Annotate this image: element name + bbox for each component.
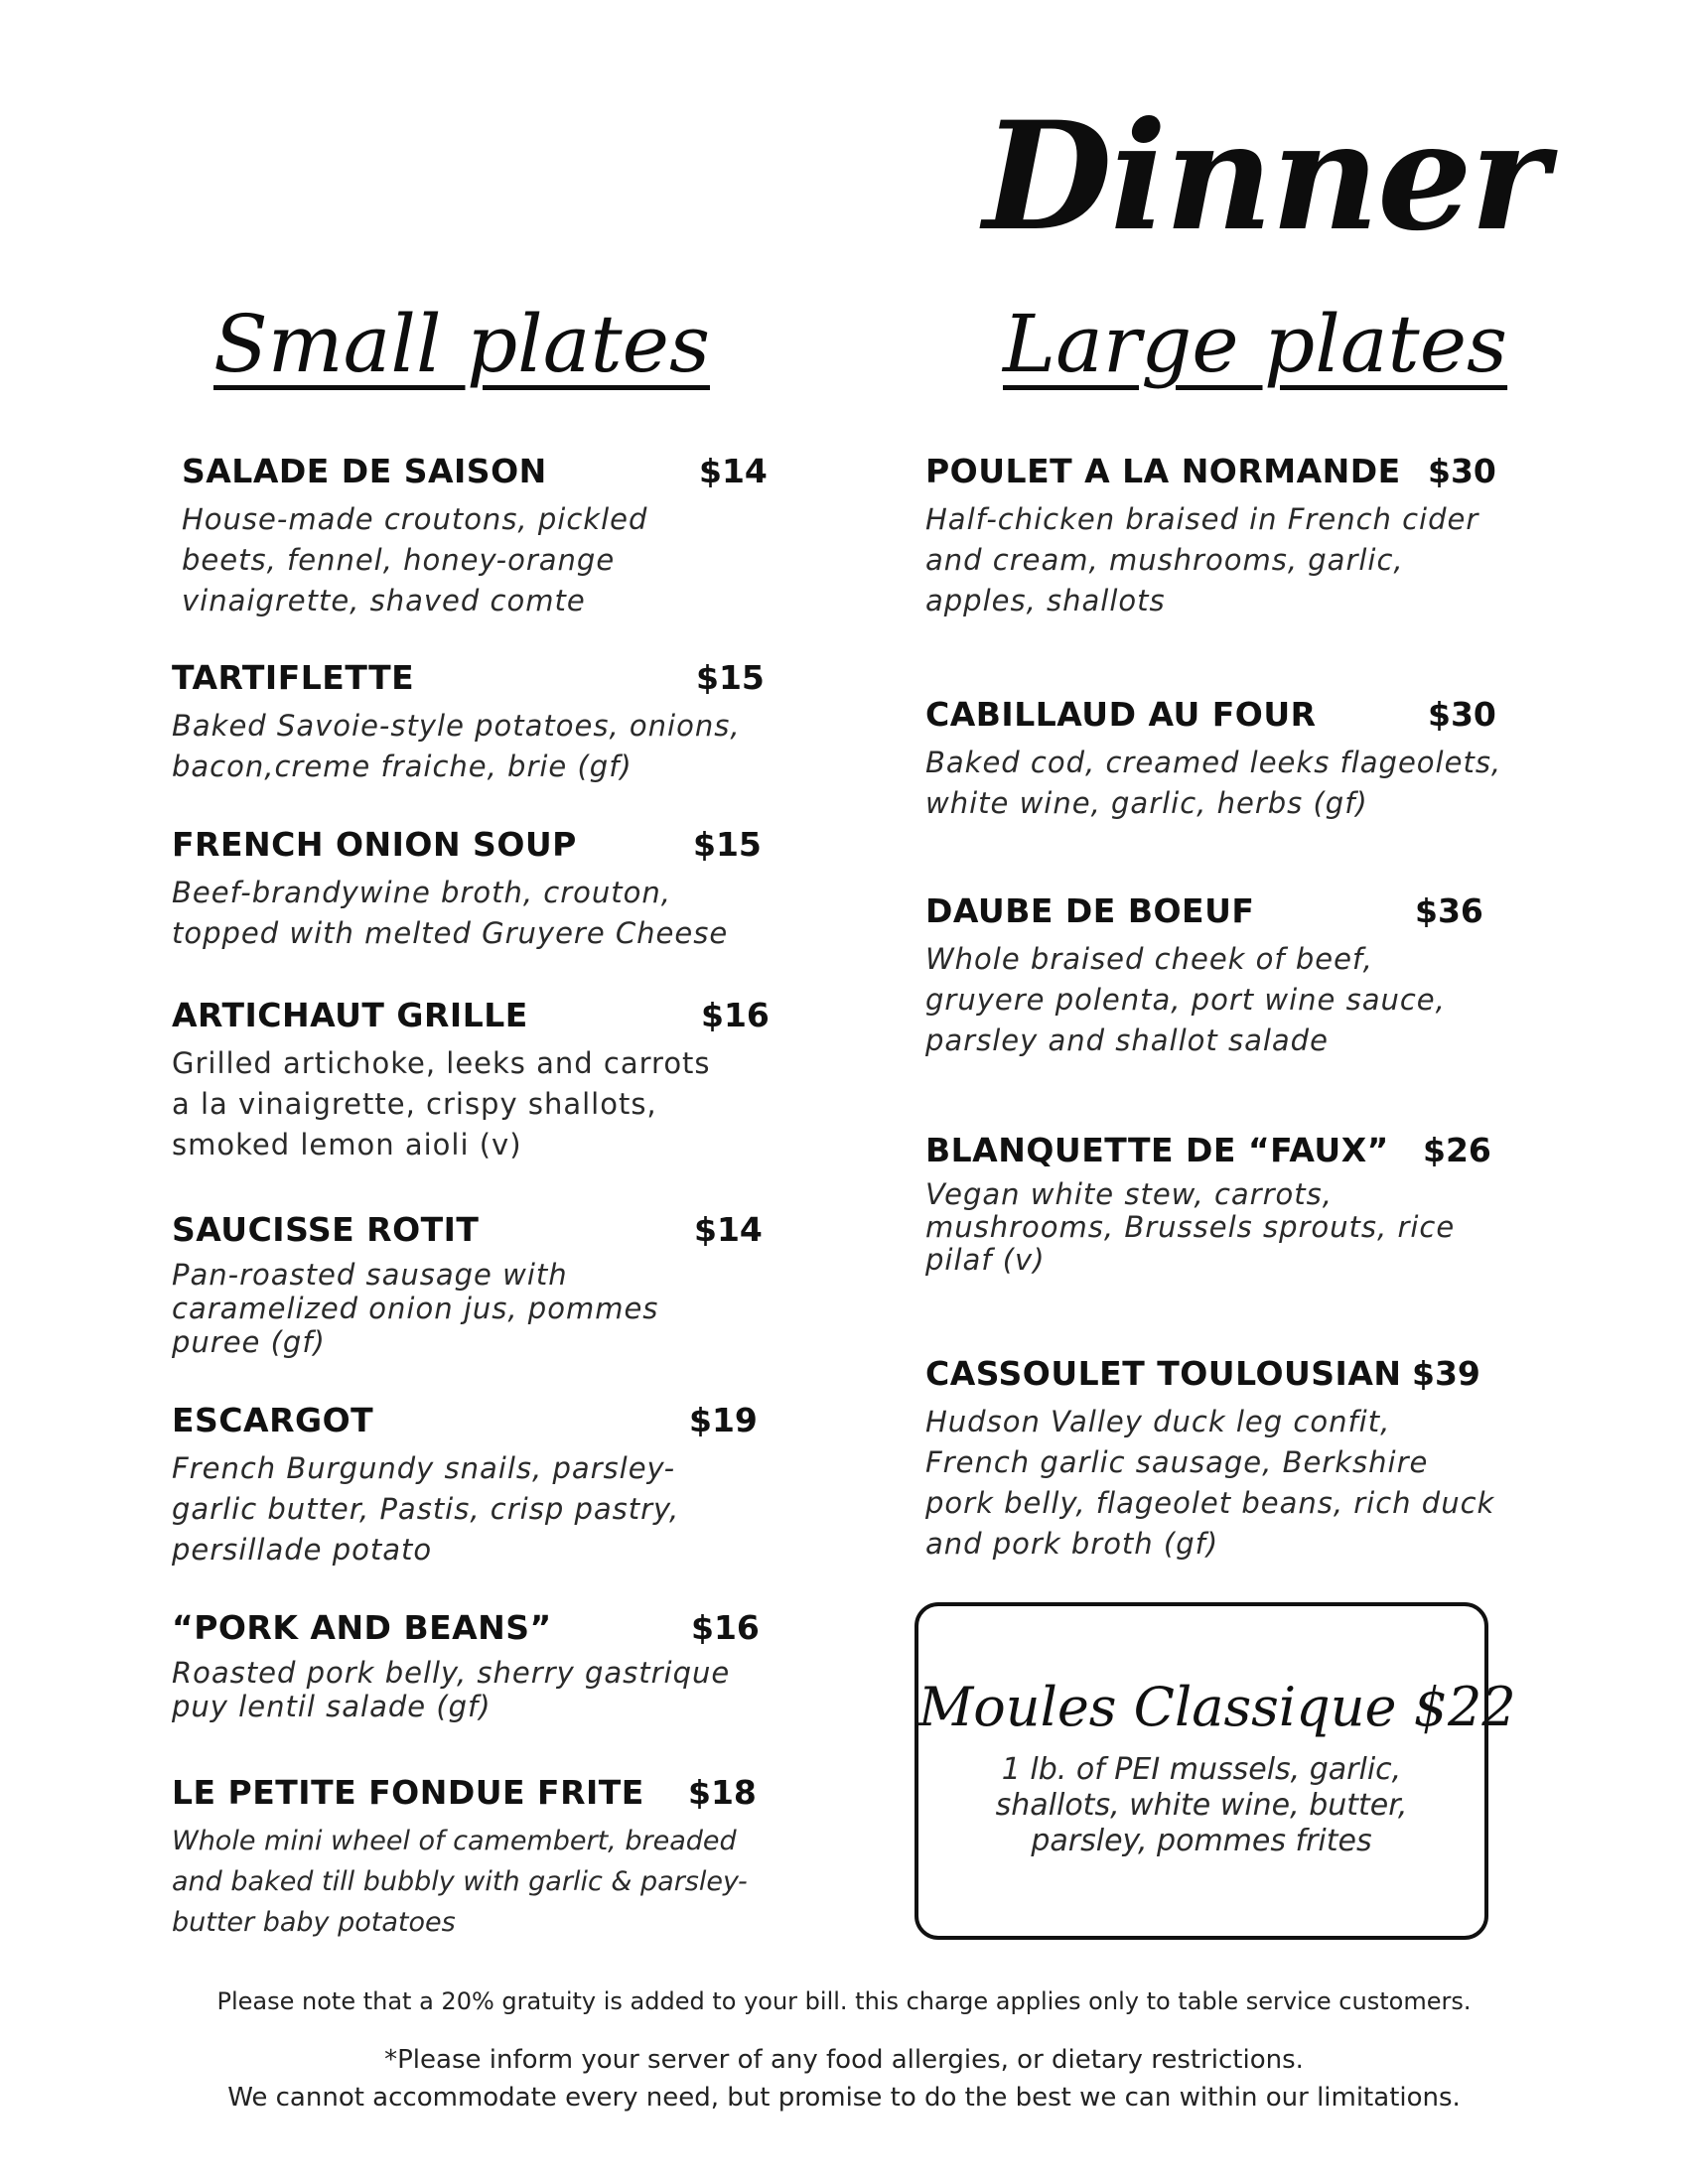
item-name: DAUBE DE BOEUF [925, 891, 1255, 930]
item-price: $16 [701, 996, 770, 1034]
menu-item [925, 1354, 1501, 1565]
item-price: $30 [1428, 695, 1496, 734]
item-price: $26 [1423, 1131, 1491, 1169]
item-name: ESCARGOT [172, 1401, 374, 1439]
item-price: $18 [688, 1773, 757, 1812]
item-price: $16 [691, 1608, 760, 1647]
item-price: $19 [689, 1401, 758, 1439]
item-name: TARTIFLETTE [172, 658, 415, 697]
item-description: Roasted pork belly, sherry gastrique puy lentil salade (gf) [172, 1656, 731, 1723]
item-price: $15 [693, 825, 762, 864]
item-description: French Burgundy snails, parsley-garlic butter, Pastis, crisp pastry, persillade potato [172, 1451, 680, 1567]
item-price: $39 [1412, 1354, 1480, 1393]
menu-item [925, 1131, 1491, 1277]
item-description: Grilled artichoke, leeks and carrots a la vinaigrette, crispy shallots, smoked lemon aioli (v) [172, 1046, 711, 1161]
item-description: Half-chicken braised in French cider and cream, mushrooms, garlic, apples, shallots [925, 502, 1479, 617]
item-description: Pan-roasted sausage with caramelized onion jus, pommes puree (gf) [172, 1258, 659, 1359]
large-plates-heading: Large plates [1003, 298, 1508, 390]
item-description: Baked Savoie-style potatoes, onions, bacon,creme fraiche, brie (gf) [172, 709, 741, 783]
item-name: SALADE DE SAISON [182, 452, 547, 490]
special-description: 1 lb. of PEI mussels, garlic, shallots, white wine, butter, parsley, pommes frites [995, 1752, 1408, 1858]
item-description: House-made croutons, pickled beets, fennel, honey-orange vinaigrette, shaved comte [182, 502, 648, 617]
item-name: “PORK AND BEANS” [172, 1608, 552, 1647]
item-price: $14 [699, 452, 768, 490]
item-name: POULET A LA NORMANDE [925, 452, 1401, 490]
special-box [914, 1602, 1516, 1940]
menu-item [172, 658, 768, 787]
menu-item [925, 891, 1481, 1061]
item-name: BLANQUETTE DE “FAUX” [925, 1131, 1389, 1169]
item-name: FRENCH ONION SOUP [172, 825, 577, 864]
item-name: SAUCISSE ROTIT [172, 1210, 480, 1249]
menu-item [172, 1210, 763, 1359]
allergy-note: *Please inform your server of any food allergies, or dietary restrictions. [384, 2045, 1304, 2075]
menu-item [172, 996, 770, 1165]
item-name: CASSOULET TOULOUSIAN [925, 1354, 1402, 1393]
item-description: Baked cod, creamed leeks flageolets, white wine, garlic, herbs (gf) [925, 746, 1502, 820]
menu-item [172, 1401, 758, 1570]
menu-item [925, 452, 1511, 621]
menu-item [925, 695, 1511, 824]
item-price: $14 [694, 1210, 763, 1249]
item-description: Whole braised cheek of beef, gruyere polenta, port wine sauce, parsley and shallot salade [925, 942, 1446, 1057]
gratuity-note: Please note that a 20% gratuity is added to your bill. this charge applies only to table service customers. [216, 1987, 1472, 2015]
page-title: Dinner [983, 89, 1547, 264]
item-price: $30 [1428, 452, 1496, 490]
menu-item [182, 452, 768, 621]
item-price: $15 [696, 658, 765, 697]
item-description: Vegan white stew, carrots, mushrooms, Brussels sprouts, rice pilaf (v) [925, 1177, 1456, 1277]
menu-item [172, 1773, 757, 1943]
accommodation-note: We cannot accommodate every need, but promise to do the best we can within our limitations. [227, 2083, 1461, 2113]
item-name: CABILLAUD AU FOUR [925, 695, 1317, 734]
small-plates-heading: Small plates [213, 298, 710, 390]
menu-item [172, 1608, 768, 1723]
item-description: Beef-brandywine broth, crouton, topped with melted Gruyere Cheese [172, 876, 729, 950]
special-title: Moules Classique $22 [918, 1676, 1516, 1738]
item-description: Hudson Valley duck leg confit, French garlic sausage, Berkshire pork belly, flageolet beans, rich duck and pork broth (gf) [925, 1405, 1495, 1561]
item-name: LE PETITE FONDUE FRITE [172, 1773, 644, 1812]
item-description: Whole mini wheel of camembert, breaded and baked till bubbly with garlic & parsley-butter baby potatoes [172, 1826, 748, 1938]
item-price: $36 [1415, 891, 1483, 930]
menu-item [172, 825, 762, 954]
item-name: ARTICHAUT GRILLE [172, 996, 528, 1034]
